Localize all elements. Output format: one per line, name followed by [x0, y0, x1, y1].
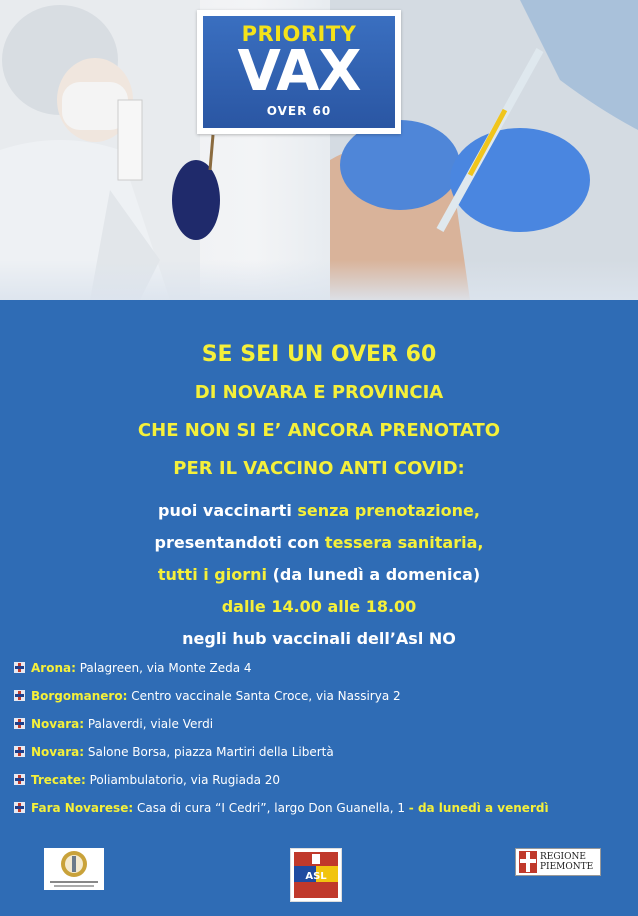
regione-text — [540, 852, 593, 872]
hub-address: Centro vaccinale Santa Croce, via Nassirya 2 — [127, 689, 401, 703]
hub-city: Fara Novarese: — [31, 801, 134, 815]
instruction-hours: dalle 14.00 alle 18.00 — [221, 597, 417, 616]
badge-sub-text: OVER 60 — [266, 104, 332, 118]
hub-city: Novara: — [31, 717, 85, 731]
headline-line-3: CHE NON SI E’ ANCORA PRENOTATO — [137, 420, 501, 441]
instruction-text: presentandoti con — [154, 533, 325, 552]
instruction-line-1 — [0, 495, 638, 527]
list-item — [14, 797, 634, 825]
instruction-line-2 — [0, 527, 638, 559]
headline-line-1: SE SEI UN OVER 60 — [201, 342, 437, 367]
badge-top-text: PRIORITY — [241, 22, 357, 46]
medical-order-logo — [44, 848, 104, 890]
hub-city: Borgomanero: — [31, 689, 128, 703]
hub-city: Novara: — [31, 745, 85, 759]
regione-text-line-2: PIEMONTE — [540, 862, 594, 872]
asl-logo-text: ASL — [305, 871, 327, 882]
omceo-emblem-icon — [44, 848, 104, 890]
flag-bullet-icon — [14, 662, 25, 673]
instruction-text: (da lunedì a domenica) — [267, 565, 481, 584]
asl-logo — [290, 848, 342, 902]
hero-photo — [0, 0, 638, 300]
instruction-hubs: negli hub vaccinali dell’Asl NO — [182, 629, 456, 648]
instruction-line-3 — [0, 559, 638, 591]
instruction-highlight: tutti i giorni — [157, 565, 267, 584]
instruction-highlight: senza prenotazione, — [297, 501, 480, 520]
hub-address: Poliambulatorio, via Rugiada 20 — [85, 773, 281, 787]
hub-list — [14, 657, 634, 825]
list-item — [14, 769, 634, 797]
badge-main-text: VAX — [237, 39, 361, 104]
asl-shield-icon — [291, 849, 341, 901]
banner-fade — [0, 260, 638, 300]
piemonte-cross-icon — [518, 850, 538, 874]
hub-address: Palaverdi, viale Verdi — [84, 717, 214, 731]
hub-address: Palagreen, via Monte Zeda 4 — [75, 661, 252, 675]
flag-bullet-icon — [14, 718, 25, 729]
list-item — [14, 741, 634, 769]
hub-address: Salone Borsa, piazza Martiri della Libertà — [84, 745, 334, 759]
headline-line-2: DI NOVARA E PROVINCIA — [194, 382, 444, 403]
list-item — [14, 657, 634, 685]
hub-address: Casa di cura “I Cedri”, largo Don Guanella, 1 — [133, 801, 409, 815]
flag-bullet-icon — [14, 774, 25, 785]
list-item — [14, 713, 634, 741]
instruction-text: puoi vaccinarti — [158, 501, 298, 520]
flag-bullet-icon — [14, 690, 25, 701]
list-item — [14, 685, 634, 713]
hub-days-note: - da lunedì a venerdì — [408, 801, 549, 815]
flag-bullet-icon — [14, 746, 25, 757]
instructions — [0, 495, 638, 655]
flag-bullet-icon — [14, 802, 25, 813]
priority-vax-badge — [197, 10, 401, 134]
regione-piemonte-logo — [515, 848, 601, 876]
regione-text-line-1: REGIONE — [540, 852, 586, 862]
instruction-highlight: tessera sanitaria, — [324, 533, 484, 552]
headline — [0, 336, 638, 488]
hub-city: Arona: — [31, 661, 76, 675]
headline-line-4: PER IL VACCINO ANTI COVID: — [173, 458, 465, 479]
hub-city: Trecate: — [31, 773, 86, 787]
